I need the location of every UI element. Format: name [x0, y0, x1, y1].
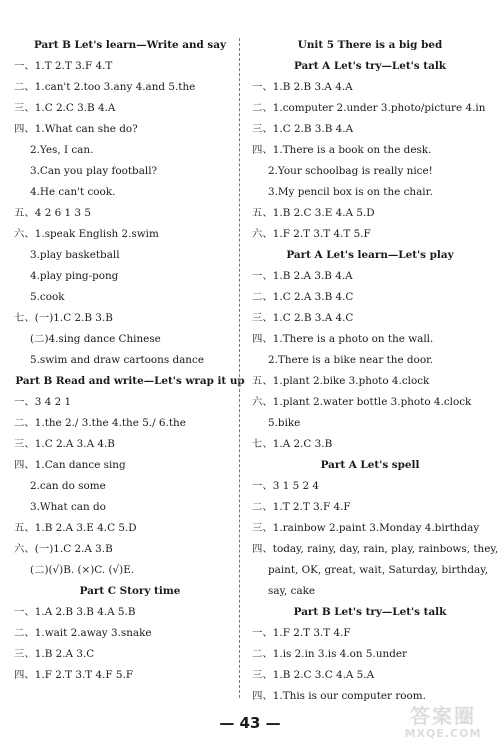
answer-line: 3.What can do [30, 501, 106, 513]
column-divider [239, 38, 240, 698]
section-heading: Part A Let's spell [320, 459, 420, 471]
answer-line: (二)(√)B. (×)C. (√)E. [30, 564, 135, 576]
answer-line: 六、(一)1.C 2.A 3.B [14, 543, 113, 555]
answer-line: 2.Yes, I can. [30, 144, 94, 156]
answer-line: 5.cook [30, 291, 65, 303]
answer-line: 四、1.There is a photo on the wall. [252, 333, 434, 345]
answer-line: 一、1.B 2.B 3.A 4.A [252, 81, 353, 93]
section-heading: Part C Story time [79, 585, 181, 597]
answer-line: 七、1.A 2.C 3.B [252, 438, 333, 450]
answer-line: 五、1.B 2.A 3.E 4.C 5.D [14, 522, 137, 534]
answer-line: 2.Your schoolbag is really nice! [268, 165, 433, 177]
answer-line: 三、1.C 2.B 3.B 4.A [252, 123, 354, 135]
answer-line: 2.can do some [30, 480, 106, 492]
answer-line: 四、today, rainy, day, rain, play, rainbows, they, [252, 543, 499, 555]
answer-line: 五、1.B 2.C 3.E 4.A 5.D [252, 207, 375, 219]
watermark-logo-url: MXQE.COM [404, 727, 482, 740]
answer-line: 四、1.What can she do? [14, 123, 138, 135]
answer-line: 一、1.F 2.T 3.T 4.F [252, 627, 351, 639]
answer-line: 四、1.Can dance sing [14, 459, 126, 471]
answer-line: 二、1.is 2.in 3.is 4.on 5.under [252, 648, 407, 660]
answer-line: 二、1.the 2./ 3.the 4.the 5./ 6.the [14, 417, 186, 429]
answer-line: 三、1.B 2.C 3.C 4.A 5.A [252, 669, 375, 681]
answer-line: 六、1.plant 2.water bottle 3.photo 4.clock [252, 396, 472, 408]
answer-line: say, cake [268, 585, 316, 597]
section-heading: Part A Let's try—Let's talk [294, 60, 446, 72]
answer-line: 六、1.speak English 2.swim [14, 228, 159, 240]
section-heading: Unit 5 There is a big bed [297, 39, 443, 51]
answer-line: 三、1.B 2.A 3.C [14, 648, 95, 660]
answer-line: 4.play ping-pong [30, 270, 119, 282]
answer-line: 二、1.C 2.A 3.B 4.C [252, 291, 354, 303]
answer-line: 二、1.wait 2.away 3.snake [14, 627, 152, 639]
section-heading: Part A Let's learn—Let's play [286, 249, 454, 261]
page-number: — 43 — [219, 714, 281, 732]
answer-line: 四、1.This is our computer room. [252, 690, 426, 702]
answer-line: 5.swim and draw cartoons dance [30, 354, 204, 366]
answer-line: 三、1.rainbow 2.paint 3.Monday 4.birthday [252, 522, 480, 534]
answer-line: 二、1.T 2.T 3.F 4.F [252, 501, 351, 513]
answer-line: 三、1.C 2.C 3.B 4.A [14, 102, 116, 114]
answer-line: 三、1.C 2.A 3.A 4.B [14, 438, 115, 450]
section-heading: Part B Read and write—Let's wrap it up [15, 375, 245, 387]
answer-line: 一、3 4 2 1 [14, 396, 72, 408]
answer-line: 2.There is a bike near the door. [268, 354, 434, 366]
answer-line: 3.play basketball [30, 249, 120, 261]
answer-line: 四、1.There is a book on the desk. [252, 144, 432, 156]
answer-line: 三、1.C 2.B 3.A 4.C [252, 312, 354, 324]
answer-line: 4.He can't cook. [30, 186, 116, 198]
answer-line: 一、1.A 2.B 3.B 4.A 5.B [14, 606, 136, 618]
answer-line: 五、1.plant 2.bike 3.photo 4.clock [252, 375, 430, 387]
answer-line: (二)4.sing dance Chinese [30, 333, 161, 345]
answer-line: 一、1.B 2.A 3.B 4.A [252, 270, 353, 282]
answer-line: 七、(一)1.C 2.B 3.B [14, 312, 113, 324]
answer-line: 5.bike [268, 417, 301, 429]
answer-line: 四、1.F 2.T 3.T 4.F 5.F [14, 669, 134, 681]
answer-line: 二、1.computer 2.under 3.photo/picture 4.in [252, 102, 486, 114]
answer-line: 五、4 2 6 1 3 5 [14, 207, 91, 219]
section-heading: Part B Let's learn—Write and say [33, 39, 227, 51]
watermark-logo-text: 答案圈 [410, 704, 476, 728]
answer-line: 3.My pencil box is on the chair. [268, 186, 433, 198]
answer-line: 3.Can you play football? [30, 165, 158, 177]
watermark-logo [394, 704, 492, 744]
answer-line: paint, OK, great, wait, Saturday, birthday, [268, 564, 489, 576]
section-heading: Part B Let's try—Let's talk [293, 606, 447, 618]
answer-line: 二、1.can't 2.too 3.any 4.and 5.the [14, 81, 196, 93]
answer-line: 一、3 1 5 2 4 [252, 480, 320, 492]
answer-line: 六、1.F 2.T 3.T 4.T 5.F [252, 228, 371, 240]
answer-line: 一、1.T 2.T 3.F 4.T [14, 60, 113, 72]
